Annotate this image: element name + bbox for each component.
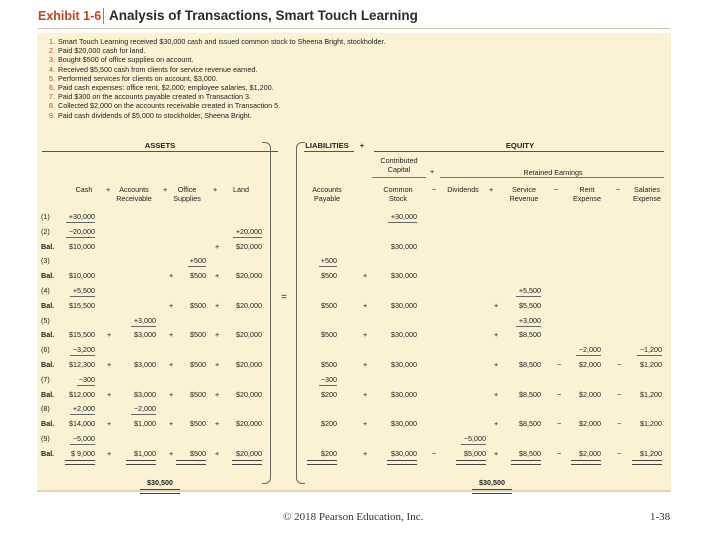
cell-sal: $1,200 [640,419,662,429]
column-operator: − [616,185,621,194]
column-header-line: Cash [75,185,93,194]
cell-supplies: $500 [190,330,206,340]
assets-rule [42,151,278,152]
cell-div: −5,000 [463,434,486,443]
contributed-capital-line: Contributed [380,156,418,165]
cell-rev: $8,500 [519,360,541,369]
cell-cash: −20,000 [68,226,95,236]
final-double-underline [456,460,486,465]
amount-underline [516,296,541,297]
transaction-number: 3. [49,55,55,65]
row-operator: − [432,448,437,458]
column-header-sal [633,185,661,203]
amount-underline [70,296,95,297]
column-operator: + [213,185,218,194]
copyright: © 2018 Pearson Education, Inc. [283,511,424,523]
row-label: Bal. [41,389,55,399]
amount-underline [131,326,156,327]
row-label: Bal. [41,330,55,340]
row-operator: + [215,271,220,281]
transaction-number: 1. [49,37,55,46]
row-operator: + [107,448,112,458]
column-header-line: Accounts [312,185,342,194]
cell-rent: $2,000 [579,360,601,369]
transaction-text: Performed services for clients on account, $3,000. [58,73,218,83]
final-double-underline [632,460,662,465]
cell-cash: $10,000 [69,271,95,281]
transaction-number: 5. [49,73,55,83]
cell-rev: +3,000 [518,315,541,325]
column-operator: + [163,185,168,194]
total-assets-double-rule [140,489,180,494]
amount-underline [319,266,337,267]
row-operator: + [363,330,368,340]
contributed-capital-heading [380,156,417,174]
transaction-number: 6. [49,83,55,93]
row-label: Bal. [41,241,55,251]
amount-underline [70,414,95,415]
cell-ap: $500 [321,360,337,369]
amount-underline [188,266,206,267]
cell-sal: $1,200 [640,389,662,399]
transaction-number: 4. [49,64,55,74]
row-operator: − [557,419,562,429]
cell-ar: $1,000 [134,419,156,429]
cell-cash: $14,000 [69,419,95,429]
cell-cash: +30,000 [68,212,95,221]
column-operator: − [554,185,559,194]
cell-supplies: $500 [190,419,206,429]
row-operator: + [215,330,220,340]
column-header-line: Service [512,185,536,194]
cell-ap: −300 [320,374,337,384]
cell-ar: $3,000 [134,360,156,369]
cell-ar: −2,000 [133,404,156,414]
row-label: (8) [41,404,50,414]
cell-land: $20,000 [236,300,262,310]
cell-ap: $500 [321,300,337,310]
row-operator: + [363,360,368,369]
row-label: Bal. [41,448,55,458]
cell-stock: $30,000 [391,330,417,340]
cell-cash: $10,000 [69,241,95,251]
cell-cash: −3,200 [72,345,95,355]
cell-ar: $3,000 [134,389,156,399]
retained-rule [440,177,664,178]
cell-supplies: $500 [190,271,206,281]
cell-stock: +30,000 [390,212,417,221]
row-label: Bal. [41,300,55,310]
column-header-ap [312,185,342,203]
column-header-line [76,194,93,203]
row-operator: + [494,419,499,429]
row-operator: + [107,389,112,399]
amount-underline [66,222,95,223]
cell-rent: $2,000 [579,389,601,399]
total-le-double-rule [472,489,512,494]
cell-land: $20,000 [236,419,262,429]
transaction-text: Paid $300 on the accounts payable created in Transaction 3. [58,92,251,102]
cell-stock: $30,000 [391,389,417,399]
row-operator: + [494,389,499,399]
row-operator: + [169,360,174,369]
row-label: (7) [41,374,50,384]
row-operator: + [215,448,220,458]
cell-stock: $30,000 [391,419,417,429]
contributed-rule [372,177,426,178]
row-label: (5) [41,315,50,325]
column-header-line: Stock [389,194,407,203]
cell-ar: +3,000 [133,315,156,325]
row-label: Bal. [41,419,55,429]
cell-supplies: +500 [189,256,206,266]
column-header-stock [383,185,412,203]
row-operator: + [215,419,220,429]
row-operator: − [557,389,562,399]
row-operator: − [617,360,622,369]
row-operator: + [363,448,368,458]
cell-land: +20,000 [235,226,262,236]
cell-land: $20,000 [236,389,262,399]
equity-heading: EQUITY [505,141,535,150]
column-header-div [447,185,479,203]
row-operator: + [107,330,112,340]
cell-cash: $12,300 [69,360,95,369]
amount-underline [388,222,417,223]
exhibit-title: Analysis of Transactions, Smart Touch Learning [109,8,418,23]
transaction-text: Smart Touch Learning received $30,000 cash and issued common stock to Sheena Bright, stockholder. [58,37,386,46]
row-operator: + [169,330,174,340]
cell-cash: −300 [78,374,95,384]
column-header-rent [573,185,601,203]
row-operator: − [617,448,622,458]
transaction-text: Paid cash expenses: office rent, $2,000; employee salaries, $1,200. [58,83,274,93]
column-header-line: Expense [633,194,661,203]
cell-sal: $1,200 [640,360,662,369]
column-header-line: Expense [573,194,601,203]
row-label: (9) [41,434,50,443]
column-header-rev [510,185,539,203]
column-header-line: Common [383,185,413,194]
column-header-line: Land [233,185,249,194]
cell-div: $5,000 [464,448,486,458]
row-label: (2) [41,226,50,236]
cell-cash: +2,000 [72,404,95,414]
column-header-land [233,185,249,203]
equity-rule [374,151,664,152]
amount-underline [77,385,95,386]
column-header-supplies [173,185,201,203]
amount-underline [66,237,95,238]
row-operator: + [363,389,368,399]
row-operator: + [169,271,174,281]
page-number: 1-38 [650,511,671,523]
cell-sal: $1,200 [640,448,662,458]
cell-rev: +5,500 [518,286,541,295]
transaction-text: Bought $500 of office supplies on account. [58,55,194,65]
transaction-number: 2. [49,46,55,56]
transaction-number: 9. [49,110,55,120]
final-double-underline [65,460,95,465]
row-operator: + [494,360,499,369]
final-double-underline [387,460,417,465]
column-header-cash [76,185,93,203]
row-operator: − [617,389,622,399]
cell-stock: $30,000 [391,360,417,369]
column-operator: + [106,185,111,194]
cell-stock: $30,000 [391,241,417,251]
row-operator: + [215,241,220,251]
equals-sign: = [281,292,287,303]
cell-land: $20,000 [236,330,262,340]
assets-right-brace [262,142,271,484]
cell-cash: $15,500 [69,300,95,310]
transaction-text: Paid cash dividends of $5,000 to stockholder, Sheena Bright. [58,110,252,120]
row-operator: + [363,300,368,310]
column-operator: + [489,185,494,194]
row-operator: + [494,330,499,340]
column-header-line: Payable [314,194,340,203]
cell-rev: $5,500 [519,300,541,310]
final-double-underline [126,460,156,465]
cell-ap: $200 [321,419,337,429]
row-label: (6) [41,345,50,355]
cell-cash: $12,000 [69,389,95,399]
cell-supplies: $500 [190,300,206,310]
cell-rev: $8,500 [519,389,541,399]
row-operator: − [617,419,622,429]
row-operator: + [107,360,112,369]
row-operator: + [494,300,499,310]
cell-supplies: $500 [190,389,206,399]
transaction-text: Received $5,500 cash from clients for service revenue earned. [58,64,258,74]
row-operator: + [494,448,499,458]
cell-supplies: $500 [190,448,206,458]
column-header-line: Rent [579,185,595,194]
row-operator: + [363,271,368,281]
row-label: Bal. [41,360,55,369]
liab-equity-plus: + [359,141,365,150]
cell-ap: $500 [321,330,337,340]
row-operator: − [557,360,562,369]
cell-sal: −1,200 [639,345,662,355]
cell-cash: $ 9,000 [71,448,95,458]
column-header-line: Dividends [447,185,479,194]
cell-rev: $8,500 [519,419,541,429]
row-operator: − [557,448,562,458]
column-header-ar [116,185,152,203]
row-operator: + [215,389,220,399]
cell-cash: −5,000 [72,434,95,443]
cell-stock: $30,000 [391,271,417,281]
exhibit-number: Exhibit 1-6 [38,9,102,23]
cell-ar: $3,000 [134,330,156,340]
cell-ar: $1,000 [134,448,156,458]
column-header-line: Supplies [173,194,201,203]
cell-land: $20,000 [236,448,262,458]
cell-ap: $200 [321,389,337,399]
amount-underline [70,444,95,445]
column-header-line: Office [177,185,197,194]
row-operator: + [215,300,220,310]
amount-underline [131,414,156,415]
liabilities-rule [304,151,354,152]
column-header-line: Revenue [509,194,539,203]
equity-group-plus: + [430,167,435,176]
cell-rent: $2,000 [579,419,601,429]
row-operator: + [215,360,220,369]
row-label: (4) [41,286,50,295]
amount-underline [70,355,95,356]
final-double-underline [232,460,262,465]
amount-underline [319,385,337,386]
total-assets: $30,500 [147,478,173,487]
cell-cash: +5,500 [72,286,95,295]
cell-rev: $8,500 [519,330,541,340]
cell-stock: $30,000 [391,300,417,310]
cell-rev: $8,500 [519,448,541,458]
retained-earnings-heading: Retained Earnings [523,168,583,177]
cell-ap: +500 [320,256,337,266]
cell-ap: $200 [321,448,337,458]
column-header-line [233,194,249,203]
transaction-text: Paid $20,000 cash for land. [58,46,146,56]
row-operator: + [107,419,112,429]
cell-supplies: $500 [190,360,206,369]
liabilities-heading: LIABILITIES [305,141,349,150]
amount-underline [637,355,662,356]
row-operator: + [169,389,174,399]
cell-cash: $15,500 [69,330,95,340]
transaction-number: 8. [49,101,55,111]
amount-underline [576,355,601,356]
final-double-underline [511,460,541,465]
assets-heading: ASSETS [144,141,176,150]
final-double-underline [571,460,601,465]
amount-underline [516,326,541,327]
column-header-line: Receivable [116,194,152,203]
total-liabilities-equity: $30,500 [479,478,505,487]
liabilities-left-brace [296,142,305,484]
cell-land: $20,000 [236,241,262,251]
row-operator: + [169,448,174,458]
cell-rent: $2,000 [579,448,601,458]
row-label: (3) [41,256,50,266]
column-header-line: Accounts [119,185,149,194]
row-operator: + [363,419,368,429]
transaction-text: Collected $2,000 on the accounts receivable created in Transaction 5. [58,101,281,111]
contributed-capital-line: Capital [387,165,411,174]
transaction-number: 7. [49,92,55,102]
row-label: (1) [41,212,50,221]
column-operator: − [432,185,437,194]
final-double-underline [176,460,206,465]
cell-stock: $30,000 [391,448,417,458]
row-operator: + [169,300,174,310]
column-header-line [447,194,479,203]
cell-land: $20,000 [236,271,262,281]
final-double-underline [307,460,337,465]
row-label: Bal. [41,271,55,281]
amount-underline [461,444,486,445]
row-operator: + [169,419,174,429]
amount-underline [233,237,262,238]
cell-ap: $500 [321,271,337,281]
cell-rent: −2,000 [578,345,601,355]
cell-land: $20,000 [236,360,262,369]
column-header-line: Salaries [634,185,660,194]
